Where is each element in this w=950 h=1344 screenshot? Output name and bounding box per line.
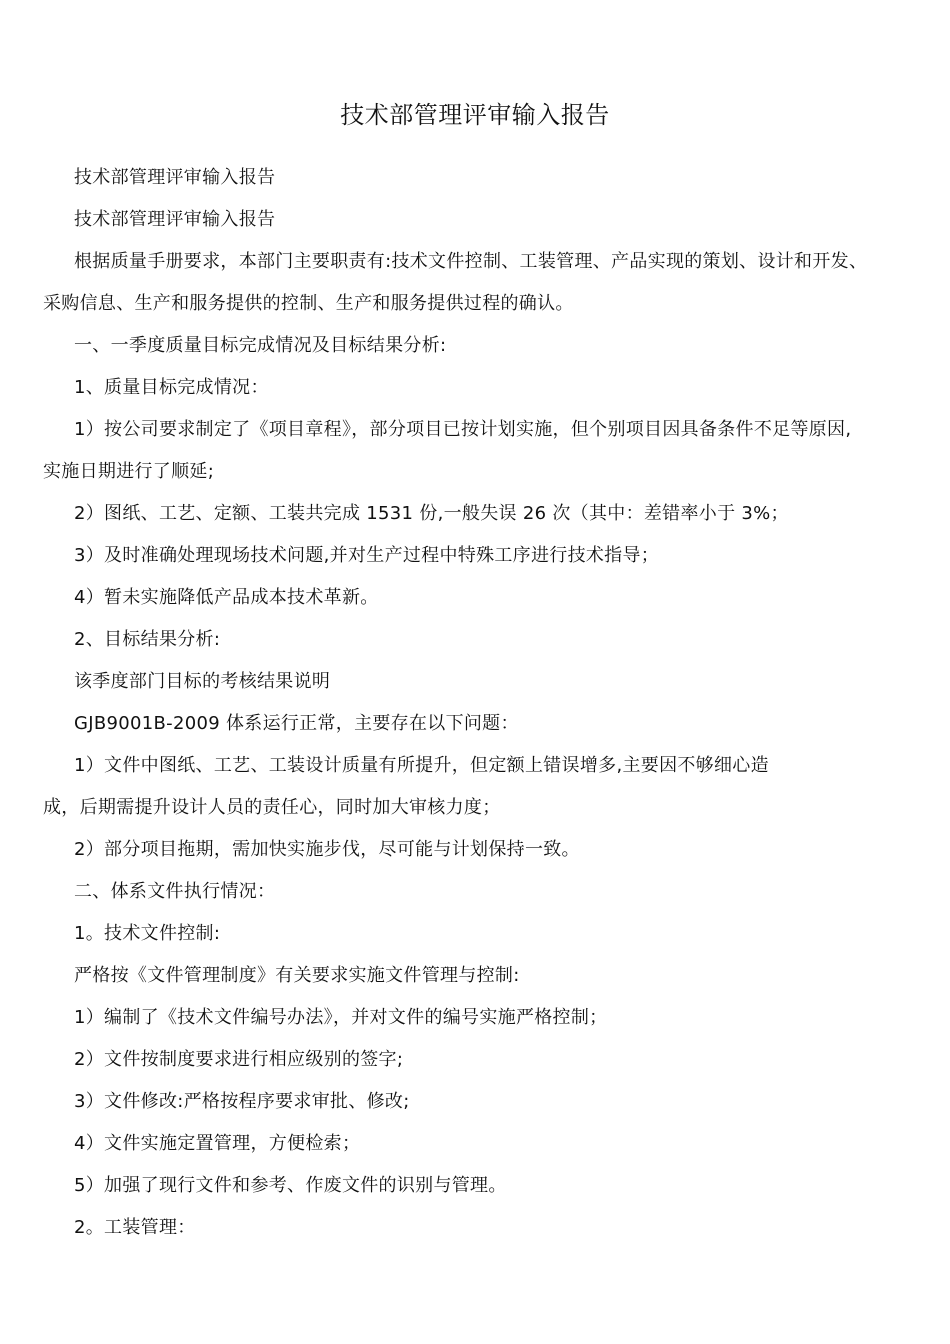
subsection-heading: 1。技术文件控制:	[74, 923, 221, 944]
list-item: 2）图纸、工艺、定额、工装共完成 1531 份,一般失误 26 次（其中：差错率小于 3%；	[74, 503, 789, 524]
list-item: 4）暂未实施降低产品成本技术革新。	[74, 587, 379, 608]
section-heading: 一、一季度质量目标完成情况及目标结果分析:	[74, 335, 447, 356]
paragraph-line: GJB9001B-2009 体系运行正常，主要存在以下问题：	[74, 713, 519, 734]
list-item: 1）文件中图纸、工艺、工装设计质量有所提升，但定额上错误增多,主要因不够细心造	[74, 755, 769, 776]
list-item: 2）部分项目拖期，需加快实施步伐，尽可能与计划保持一致。	[74, 839, 580, 860]
list-item: 5）加强了现行文件和参考、作废文件的识别与管理。	[74, 1175, 507, 1196]
section-heading: 二、体系文件执行情况：	[74, 881, 276, 902]
list-item: 1）编制了《技术文件编号办法》，并对文件的编号实施严格控制；	[74, 1007, 608, 1028]
list-item: 成，后期需提升设计人员的责任心，同时加大审核力度；	[43, 797, 501, 818]
subsection-heading: 2。工装管理：	[74, 1217, 196, 1238]
heading-line: 技术部管理评审输入报告	[74, 167, 276, 188]
subsection-heading: 1、质量目标完成情况：	[74, 377, 269, 398]
paragraph-line: 根据质量手册要求，本部门主要职责有:技术文件控制、工装管理、产品实现的策划、设计和开发、	[74, 251, 868, 272]
list-item: 3）文件修改:严格按程序要求审批、修改;	[74, 1091, 410, 1112]
paragraph-line: 采购信息、生产和服务提供的控制、生产和服务提供过程的确认。	[43, 293, 574, 314]
list-item: 4）文件实施定置管理，方便检索；	[74, 1133, 361, 1154]
list-item: 实施日期进行了顺延;	[43, 461, 215, 482]
list-item: 1）按公司要求制定了《项目章程》，部分项目已按计划实施，但个别项目因具备条件不足等原因,	[74, 419, 852, 440]
subsection-heading: 2、目标结果分析:	[74, 629, 221, 650]
paragraph-line: 该季度部门目标的考核结果说明	[74, 671, 331, 692]
list-item: 3）及时准确处理现场技术问题,并对生产过程中特殊工序进行技术指导；	[74, 545, 660, 566]
heading-line: 技术部管理评审输入报告	[74, 209, 276, 230]
document-title: 技术部管理评审输入报告	[340, 101, 610, 129]
paragraph-line: 严格按《文件管理制度》有关要求实施文件管理与控制:	[74, 965, 520, 986]
list-item: 2）文件按制度要求进行相应级别的签字;	[74, 1049, 404, 1070]
